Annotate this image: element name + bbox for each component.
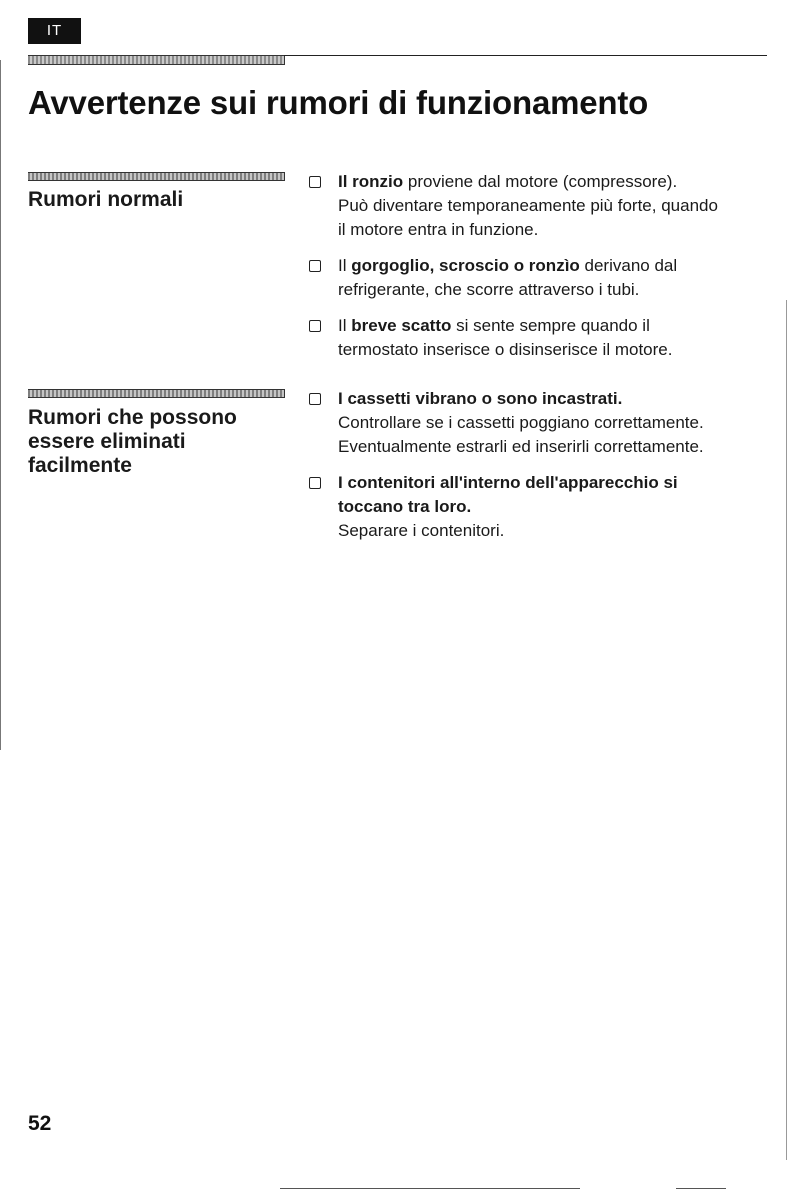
- header-rule: [284, 55, 767, 56]
- item-bold: breve scatto: [351, 316, 452, 335]
- page-number: 52: [28, 1112, 52, 1135]
- list-item: [309, 314, 779, 362]
- checkbox-icon: [309, 260, 321, 272]
- item-line: Controllare se i cassetti poggiano correttamente.: [338, 413, 704, 432]
- item-line: termostato inserisce o disinserisce il motore.: [338, 340, 673, 359]
- fixable-noises-list: [309, 387, 779, 555]
- item-line: Può diventare temporaneamente più forte, quando: [338, 196, 718, 215]
- normal-noises-list: [309, 170, 779, 374]
- item-text: Il: [338, 316, 352, 335]
- item-bold: I cassetti vibrano o sono incastrati.: [338, 389, 623, 408]
- checkbox-icon: [309, 320, 321, 332]
- item-bold: I contenitori all'interno dell'apparecchio si: [338, 473, 678, 492]
- list-item: [309, 387, 779, 459]
- checkbox-icon: [309, 477, 321, 489]
- list-item: [309, 471, 779, 543]
- footer-rule: [280, 1188, 580, 1189]
- checkbox-icon: [309, 176, 321, 188]
- item-line: Separare i contenitori.: [338, 521, 505, 540]
- footer-rule-right: [676, 1188, 726, 1189]
- item-text: Il: [338, 256, 352, 275]
- checkbox-icon: [309, 393, 321, 405]
- item-text: si sente sempre quando il: [451, 316, 650, 335]
- scan-edge-left: [0, 60, 1, 750]
- language-badge: IT: [28, 18, 81, 44]
- item-line: refrigerante, che scorre attraverso i tubi.: [338, 280, 640, 299]
- section-heading-fixable-noises: Rumori che possono essere eliminati facilmente: [28, 406, 237, 477]
- scan-edge-right: [786, 300, 787, 1160]
- page-title: Avvertenze sui rumori di funzionamento: [28, 84, 649, 121]
- item-bold: toccano tra loro.: [338, 497, 472, 516]
- item-bold: Il ronzio: [338, 172, 404, 191]
- item-line: il motore entra in funzione.: [338, 220, 539, 239]
- item-line: Eventualmente estrarli ed inserirli correttamente.: [338, 437, 704, 456]
- item-bold: gorgoglio, scroscio o ronzìo: [351, 256, 580, 275]
- header-pattern-bar: [28, 55, 285, 65]
- list-item: [309, 170, 779, 242]
- section-bar-normal-noises: [28, 172, 285, 181]
- item-text: proviene dal motore (compressore).: [403, 172, 678, 191]
- section-heading-normal-noises: Rumori normali: [28, 188, 184, 211]
- list-item: [309, 254, 779, 302]
- section-bar-fixable-noises: [28, 389, 285, 398]
- item-text: derivano dal: [579, 256, 678, 275]
